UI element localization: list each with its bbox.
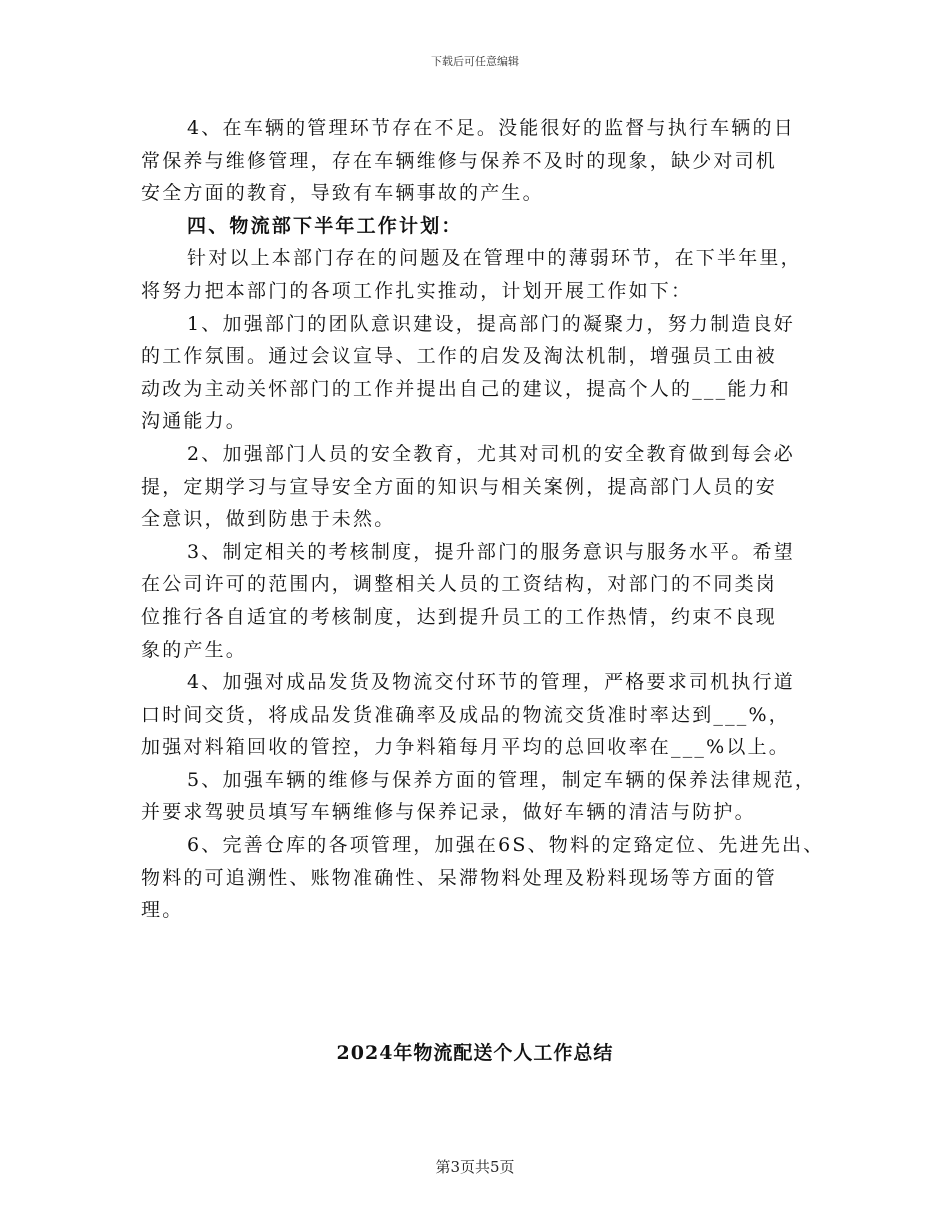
paragraph-line: 沟通能力。 xyxy=(141,410,248,433)
page-footer: 第3页共5页 xyxy=(435,1158,515,1176)
paragraph-line: 口时间交货，将成品发货准确率及成品的物流交货准时率达到___%， xyxy=(141,703,790,726)
paragraph-line: 位推行各自适宜的考核制度，达到提升员工的工作热情，约束不良现 xyxy=(141,605,778,628)
paragraph-line: 的工作氛围。通过会议宣导、工作的启发及淘汰机制，增强员工由被 xyxy=(141,345,778,368)
paragraph-line: 加强对料箱回收的管控，力争料箱每月平均的总回收率在___%以上。 xyxy=(141,736,790,759)
paragraph-line: 3、制定相关的考核制度，提升部门的服务意识与服务水平。希望 xyxy=(187,540,795,563)
paragraph-line: 提，定期学习与宣导安全方面的知识与相关案例，提高部门人员的安 xyxy=(141,475,778,498)
paragraph-line: 5、加强车辆的维修与保养方面的管理，制定车辆的保养法律规范， xyxy=(187,768,817,791)
paragraph-line: 并要求驾驶员填写车辆维修与保养记录，做好车辆的清洁与防护。 xyxy=(141,801,756,824)
section-heading: 四、物流部下半年工作计划： xyxy=(187,214,463,237)
paragraph-line: 象的产生。 xyxy=(141,638,248,661)
paragraph-line: 常保养与维修管理，存在车辆维修与保养不及时的现象，缺少对司机 xyxy=(141,149,778,172)
paragraph-line: 在公司许可的范围内，调整相关人员的工资结构，对部门的不同类岗 xyxy=(141,573,778,596)
paragraph-line: 全意识，做到防患于未然。 xyxy=(141,508,396,531)
paragraph-line: 物料的可追溯性、账物准确性、呆滞物料处理及粉料现场等方面的管 xyxy=(141,866,778,889)
paragraph-line: 动改为主动关怀部门的工作并提出自己的建议，提高个人的___能力和 xyxy=(141,377,791,400)
paragraph-line: 将努力把本部门的各项工作扎实推动，计划开展工作如下： xyxy=(141,279,693,302)
paragraph-line: 2、加强部门人员的安全教育，尤其对司机的安全教育做到每会必 xyxy=(187,442,795,465)
paragraph-line: 4、在车辆的管理环节存在不足。没能很好的监督与执行车辆的日 xyxy=(187,117,795,139)
paragraph-line: 安全方面的教育，导致有车辆事故的产生。 xyxy=(141,182,544,205)
page-header: 下载后可任意编辑 xyxy=(431,55,519,68)
paragraph-line: 6、完善仓库的各项管理，加强在6S、物料的定臵定位、先进先出、 xyxy=(187,834,825,857)
paragraph-line: 理。 xyxy=(141,899,184,922)
paragraph-line: 4、加强对成品发货及物流交付环节的管理，严格要求司机执行道 xyxy=(187,671,795,694)
paragraph-line: 针对以上本部门存在的问题及在管理中的薄弱环节，在下半年里， xyxy=(187,247,802,270)
document-title: 2024年物流配送个人工作总结 xyxy=(336,1042,614,1064)
paragraph-line: 1、加强部门的团队意识建设，提高部门的凝聚力，努力制造良好 xyxy=(187,312,795,335)
document-body xyxy=(141,112,825,927)
